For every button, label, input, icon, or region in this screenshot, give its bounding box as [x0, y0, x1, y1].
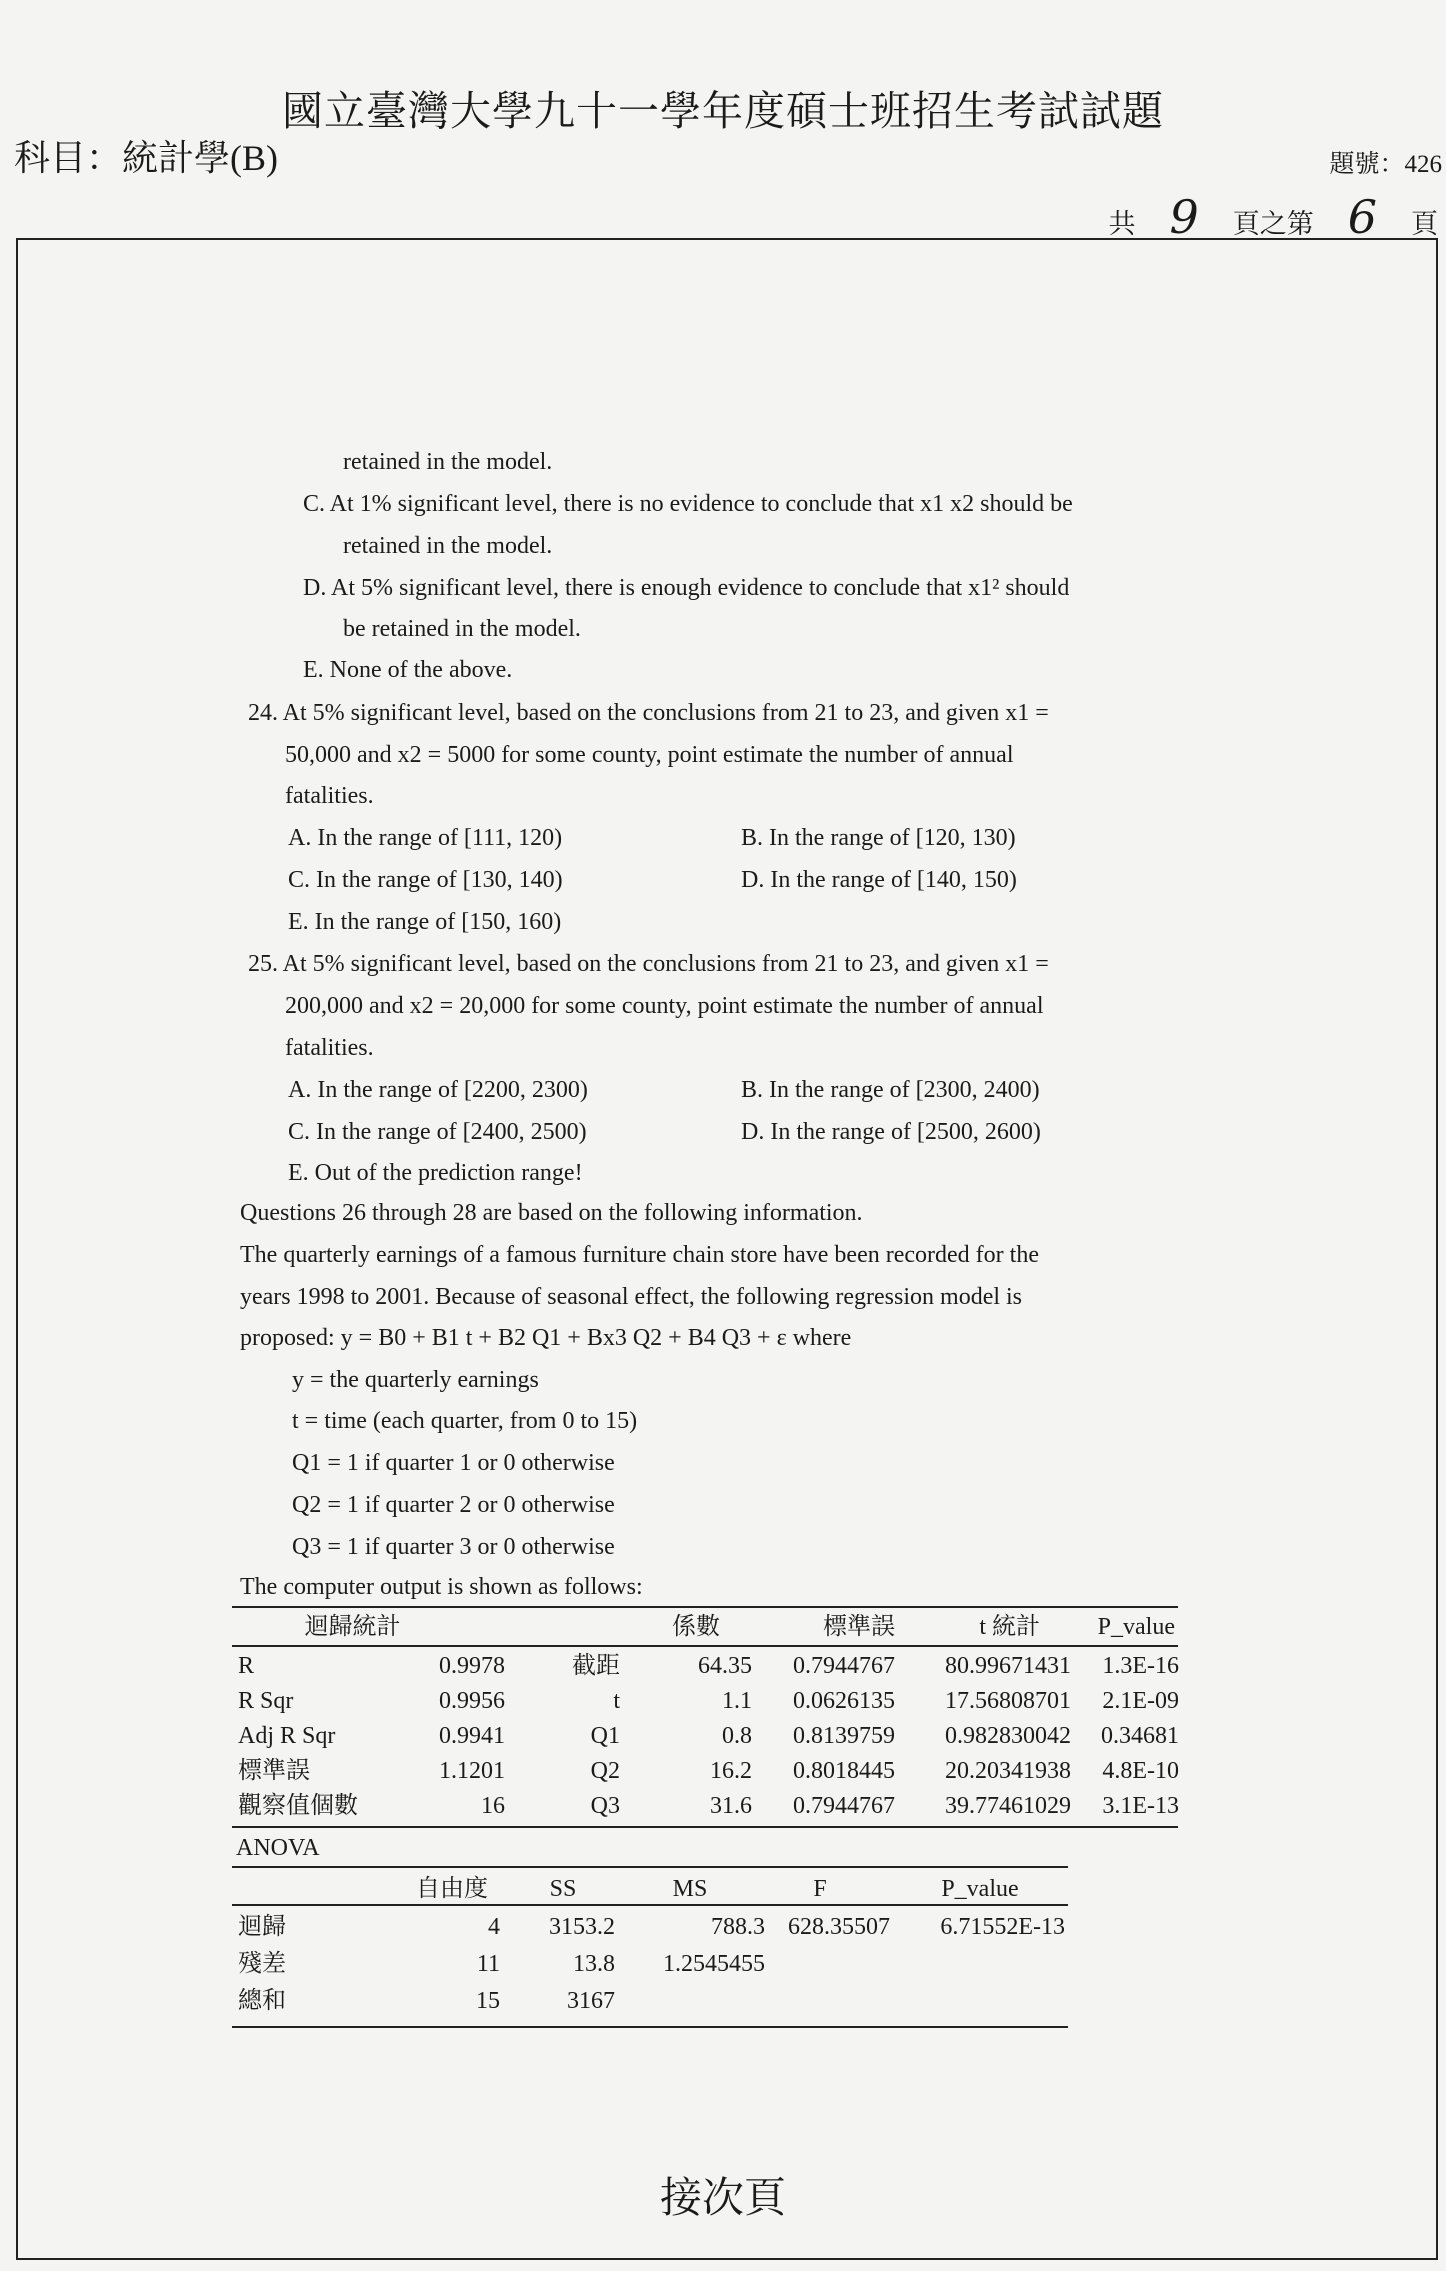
- subject-label: 科目：統計學(B): [14, 138, 278, 178]
- text-line: retained in the model.: [343, 533, 553, 559]
- option-b: B. In the range of [2300, 2400): [741, 1077, 1040, 1103]
- stat-value: 1.1201: [439, 1758, 505, 1784]
- option-d: D. In the range of [140, 150): [741, 867, 1017, 893]
- text-line: fatalities.: [285, 783, 374, 809]
- stat-value: 0.9956: [439, 1688, 505, 1714]
- t-value: 80.99671431: [945, 1653, 1071, 1679]
- option-e: E. Out of the prediction range!: [288, 1160, 583, 1186]
- p-value: 3.1E-13: [1102, 1793, 1179, 1819]
- anova-source: 殘差: [238, 1951, 286, 1977]
- coef-value: 16.2: [710, 1758, 752, 1784]
- option-b: B. In the range of [120, 130): [741, 825, 1016, 851]
- stat-value: 16: [481, 1793, 505, 1819]
- p-value: 2.1E-09: [1102, 1688, 1179, 1714]
- option-c: C. In the range of [2400, 2500): [288, 1119, 587, 1145]
- page-mid: 頁之第: [1232, 209, 1314, 239]
- t-value: 20.20341938: [945, 1758, 1071, 1784]
- table-rule: [232, 2026, 1068, 2028]
- anova-f: 628.35507: [788, 1914, 890, 1940]
- coef-name: Q2: [590, 1758, 620, 1784]
- anova-ss: 3167: [567, 1988, 615, 2014]
- stat-value: 0.9978: [439, 1653, 505, 1679]
- coef-value: 64.35: [698, 1653, 752, 1679]
- option-a: A. In the range of [111, 120): [288, 825, 563, 851]
- se-header: 標準誤: [823, 1614, 895, 1640]
- text-line: 200,000 and x2 = 20,000 for some county, point estimate the number of annual: [285, 993, 1044, 1019]
- t-value: 0.982830042: [945, 1723, 1071, 1749]
- exam-number: 題號：426: [1329, 151, 1442, 178]
- coef-name: 截距: [572, 1653, 620, 1679]
- anova-ms: 788.3: [711, 1914, 765, 1940]
- question-25: 25. At 5% significant level, based on the conclusions from 21 to 23, and given x1 =: [248, 951, 1049, 977]
- anova-p-header: P_value: [941, 1876, 1019, 1902]
- text-line: D. At 5% significant level, there is enough evidence to conclude that x1² should: [303, 575, 1070, 601]
- ms-header: MS: [672, 1876, 708, 1902]
- anova-ss: 13.8: [573, 1951, 615, 1977]
- definition-line: y = the quarterly earnings: [292, 1367, 539, 1393]
- stat-label: Adj R Sqr: [238, 1723, 336, 1749]
- anova-df: 15: [476, 1988, 500, 2014]
- page-title: 國立臺灣大學九十一學年度碩士班招生考試試題: [282, 88, 1164, 134]
- coef-header: 係數: [672, 1614, 720, 1640]
- total-prefix: 共: [1108, 209, 1136, 239]
- text-line: E. None of the above.: [303, 657, 513, 683]
- coef-name: t: [613, 1688, 620, 1714]
- stat-label: 觀察值個數: [238, 1793, 358, 1819]
- definition-line: t = time (each quarter, from 0 to 15): [292, 1408, 638, 1434]
- option-d: D. In the range of [2500, 2600): [741, 1119, 1041, 1145]
- option-a: A. In the range of [2200, 2300): [288, 1077, 588, 1103]
- anova-source: 迴歸: [238, 1914, 286, 1940]
- coef-name: Q1: [590, 1723, 620, 1749]
- anova-source: 總和: [238, 1988, 286, 2014]
- ss-header: SS: [549, 1876, 577, 1902]
- text-line: years 1998 to 2001. Because of seasonal effect, the following regression model is: [240, 1284, 1023, 1310]
- stat-value: 0.9941: [439, 1723, 505, 1749]
- text-line: Questions 26 through 28 are based on the following information.: [240, 1200, 863, 1226]
- definition-line: Q2 = 1 if quarter 2 or 0 otherwise: [292, 1492, 615, 1518]
- total-pages: 9: [1169, 190, 1199, 244]
- table-rule: [232, 1866, 1068, 1868]
- text-line: The quarterly earnings of a famous furniture chain store have been recorded for the: [240, 1242, 1039, 1268]
- option-e: E. In the range of [150, 160): [288, 909, 562, 935]
- se-value: 0.7944767: [793, 1653, 895, 1679]
- f-header: F: [813, 1876, 827, 1902]
- anova-title: ANOVA: [236, 1835, 320, 1861]
- se-value: 0.7944767: [793, 1793, 895, 1819]
- definition-line: Q1 = 1 if quarter 1 or 0 otherwise: [292, 1450, 615, 1476]
- text-line: fatalities.: [285, 1035, 374, 1061]
- page-suffix: 頁: [1411, 209, 1438, 239]
- model-equation: proposed: y = B0 + B1 t + B2 Q1 + Bx3 Q2 + B4 Q3 + ε where: [240, 1325, 852, 1351]
- t-value: 17.56808701: [945, 1688, 1071, 1714]
- stat-label: 標準誤: [238, 1758, 310, 1784]
- text-line: retained in the model.: [343, 449, 553, 475]
- table-rule: [232, 1826, 1178, 1828]
- anova-df: 11: [476, 1951, 500, 1977]
- option-c: C. In the range of [130, 140): [288, 867, 563, 893]
- coef-value: 31.6: [710, 1793, 752, 1819]
- table-rule: [232, 1904, 1068, 1906]
- p-value: 4.8E-10: [1102, 1758, 1179, 1784]
- stat-label: R: [238, 1653, 255, 1679]
- p-value: 0.34681: [1101, 1723, 1179, 1749]
- page-count: [1108, 190, 1438, 244]
- t-header: t 統計: [979, 1614, 1040, 1640]
- stat-label: R Sqr: [238, 1688, 294, 1714]
- coef-value: 1.1: [722, 1688, 752, 1714]
- anova-p: 6.71552E-13: [940, 1914, 1065, 1940]
- coef-name: Q3: [590, 1793, 620, 1819]
- definition-line: Q3 = 1 if quarter 3 or 0 otherwise: [292, 1534, 615, 1560]
- p-header: P_value: [1097, 1614, 1175, 1640]
- anova-ss: 3153.2: [549, 1914, 615, 1940]
- p-value: 1.3E-16: [1102, 1653, 1179, 1679]
- se-value: 0.8139759: [793, 1723, 895, 1749]
- anova-df: 4: [488, 1914, 500, 1940]
- text-line: The computer output is shown as follows:: [240, 1574, 643, 1600]
- df-header: 自由度: [416, 1876, 488, 1902]
- text-line: be retained in the model.: [343, 616, 581, 642]
- coef-value: 0.8: [722, 1723, 752, 1749]
- text-line: 50,000 and x2 = 5000 for some county, point estimate the number of annual: [285, 742, 1014, 768]
- se-value: 0.0626135: [793, 1688, 895, 1714]
- question-24: 24. At 5% significant level, based on the conclusions from 21 to 23, and given x1 =: [248, 700, 1049, 726]
- current-page: 6: [1347, 190, 1377, 244]
- stats-header: 迴歸統計: [304, 1614, 401, 1640]
- anova-ms: 1.2545455: [663, 1951, 765, 1977]
- table-rule: [232, 1606, 1178, 1608]
- se-value: 0.8018445: [793, 1758, 895, 1784]
- table-rule: [232, 1645, 1178, 1647]
- t-value: 39.77461029: [945, 1793, 1071, 1819]
- next-page-note: 接次頁: [659, 2173, 786, 2222]
- text-line: C. At 1% significant level, there is no evidence to conclude that x1 x2 should be: [303, 491, 1073, 517]
